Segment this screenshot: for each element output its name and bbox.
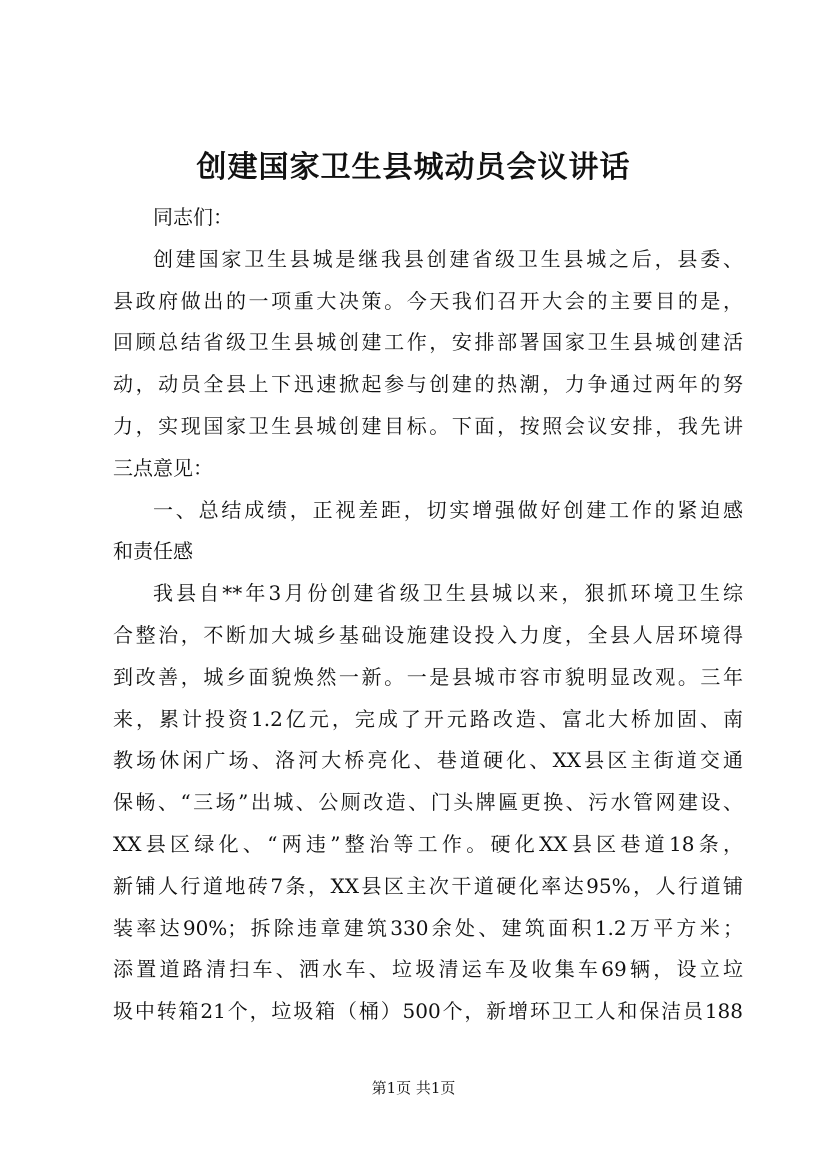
paragraph-line: 创建国家卫生县城是继我县创建省级卫生县城之后，县委、	[153, 246, 743, 271]
salutation-line: 同志们：	[153, 205, 233, 229]
paragraph-line: 我县自**年3月份创建省级卫生县城以来，狠抓环境卫生综	[153, 581, 743, 606]
paragraph-line: 回顾总结省级卫生县城创建工作，安排部署国家卫生县城创建活	[113, 330, 743, 355]
paragraph-line: 到改善，城乡面貌焕然一新。一是县城市容市貌明显改观。三年	[113, 664, 743, 689]
paragraph-line: 三点意见：	[113, 455, 213, 480]
paragraph-line: 来，累计投资1.2亿元，完成了开元路改造、富北大桥加固、南	[113, 706, 743, 731]
paragraph-line: 动，动员全县上下迅速掀起参与创建的热潮，力争通过两年的努	[113, 372, 743, 397]
section-heading-line: 和责任感	[113, 539, 193, 564]
paragraph-line: 圾中转箱21个，垃圾箱（桶）500个，新增环卫工人和保洁员188	[113, 999, 743, 1024]
paragraph-line: 保畅、“三场”出城、公厕改造、门头牌匾更换、污水管网建设、	[113, 790, 743, 815]
paragraph-line: 教场休闲广场、洛河大桥亮化、巷道硬化、XX县区主街道交通	[113, 748, 743, 773]
section-heading-line: 一、总结成绩，正视差距，切实增强做好创建工作的紧迫感	[153, 497, 743, 522]
page-number-footer: 第1页 共1页	[371, 1079, 456, 1097]
paragraph-line: 合整治，不断加大城乡基础设施建设投入力度，全县人居环境得	[113, 622, 743, 647]
paragraph-line: 力，实现国家卫生县城创建目标。下面，按照会议安排，我先讲	[113, 413, 743, 438]
paragraph-line: 新铺人行道地砖7条，XX县区主次干道硬化率达95%，人行道铺	[113, 873, 743, 898]
paragraph-line: 装率达90%；拆除违章建筑330余处、建筑面积1.2万平方米；	[113, 915, 743, 940]
document-title: 创建国家卫生县城动员会议讲话	[196, 150, 631, 185]
paragraph-line: 添置道路清扫车、洒水车、垃圾清运车及收集车69辆，设立垃	[113, 957, 743, 982]
paragraph-line: XX县区绿化、“两违”整治等工作。硬化XX县区巷道18条，	[113, 831, 743, 856]
paragraph-line: 县政府做出的一项重大决策。今天我们召开大会的主要目的是，	[113, 288, 743, 313]
document-body	[113, 197, 743, 1033]
